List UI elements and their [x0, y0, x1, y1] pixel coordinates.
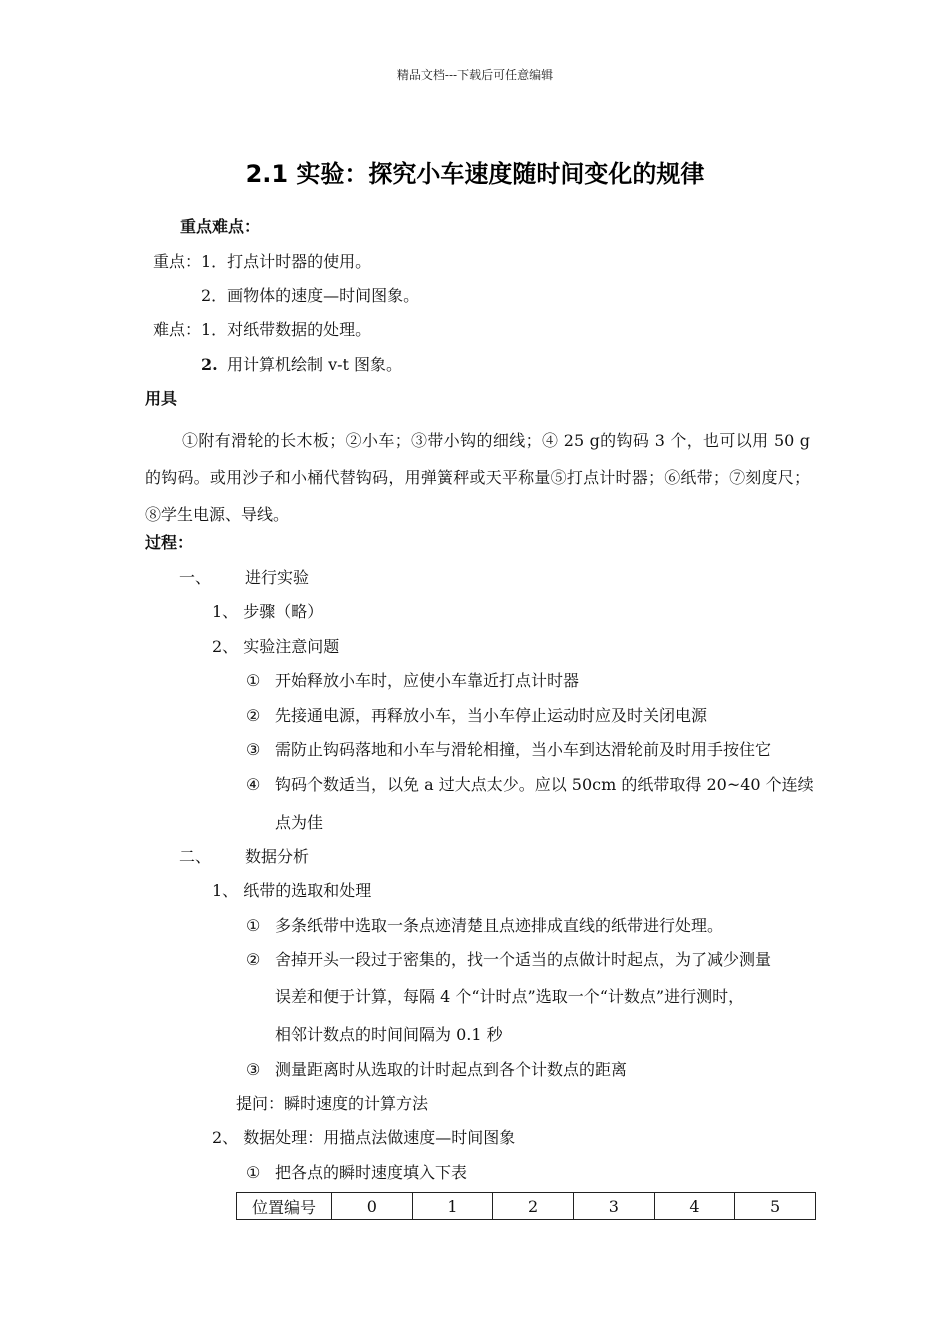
s1-note-4-marker: ④: [246, 775, 261, 794]
s2-note-2-line-3: 相邻计数点的时间间隔为 0.1 秒: [275, 1025, 503, 1044]
page-title: 2.1 实验：探究小车速度随时间变化的规律: [245, 160, 705, 188]
s2-note-3-marker: ③: [246, 1060, 261, 1079]
s2-note-3-text: 测量距离时从选取的计时起点到各个计数点的距离: [275, 1060, 628, 1079]
nandian-item-1: 1．对纸带数据的处理。: [201, 320, 372, 339]
s1-note-2-text: 先接通电源，再释放小车，当小车停止运动时应及时关闭电源: [275, 706, 708, 725]
process-heading: 过程：: [145, 533, 194, 552]
s1-note-4-continuation: 点为佳: [275, 813, 324, 832]
table-cell: 5: [735, 1193, 816, 1220]
zhongdian-item-1: 1．打点计时器的使用。: [201, 252, 372, 271]
question-line: 提问：瞬时速度的计算方法: [236, 1094, 429, 1113]
table-header-cell: 位置编号: [237, 1193, 332, 1220]
section-1-title: 进行实验: [245, 568, 310, 587]
key-points-heading: 重点难点：: [180, 217, 261, 236]
page-header: 精品文档---下载后可任意编辑: [396, 68, 554, 82]
s1-note-3-text: 需防止钩码落地和小车与滑轮相撞，当小车到达滑轮前及时用手按住它: [275, 740, 772, 759]
s1-step-item: 1、 步骤（略）: [212, 602, 324, 621]
s2-item-2-note-text: 把各点的瞬时速度填入下表: [275, 1163, 468, 1182]
zhongdian-label: 重点：: [153, 252, 202, 271]
s1-notes-item: 2、 实验注意问题: [212, 637, 340, 656]
section-2-number: 二、: [179, 847, 212, 866]
equipment-paragraph: ①附有滑轮的长木板；②小车；③带小钩的细线；④ 25 g的钩码 3 个，也可以用 50 g 的钩码。或用沙子和小桶代替钩码，用弹簧秤或天平称量⑤打点计时器；⑥纸带；⑦刻度尺；⑧学生电源、导线。: [145, 431, 810, 524]
s2-item-2: 2、 数据处理：用描点法做速度—时间图象: [212, 1128, 516, 1147]
equipment-heading: 用具: [145, 389, 178, 408]
s1-note-3-marker: ③: [246, 740, 261, 759]
s1-note-1-text: 开始释放小车时，应使小车靠近打点计时器: [275, 671, 580, 690]
nandian-label: 难点：: [153, 320, 202, 339]
table-cell: 2: [493, 1193, 574, 1220]
table-cell: 3: [573, 1193, 654, 1220]
section-1-number: 一、: [179, 568, 212, 587]
zhongdian-item-2: 2．画物体的速度—时间图象。: [201, 286, 420, 305]
s2-note-1-marker: ①: [246, 916, 261, 935]
s2-note-2-marker: ②: [246, 950, 261, 969]
table-cell: 1: [412, 1193, 493, 1220]
s2-note-1-text: 多条纸带中选取一条点迹清楚且点迹排成直线的纸带进行处理。: [275, 916, 724, 935]
s2-note-2-text: 舍掉开头一段过于密集的，找一个适当的点做计时起点，为了减少测量: [275, 950, 772, 969]
table-cell: 0: [332, 1193, 413, 1220]
s1-note-1-marker: ①: [246, 671, 261, 690]
nandian-item-2-number: 2.: [201, 355, 218, 374]
nandian-item-2-text: 用计算机绘制 v-t 图象。: [227, 355, 403, 374]
s2-item-2-note-marker: ①: [246, 1163, 261, 1182]
s1-note-4-text: 钩码个数适当，以免 a 过大点太少。应以 50cm 的纸带取得 20~40 个连续: [275, 775, 814, 794]
s2-item-1: 1、 纸带的选取和处理: [212, 881, 372, 900]
s1-note-2-marker: ②: [246, 706, 261, 725]
position-table: [236, 1192, 816, 1220]
section-2-title: 数据分析: [245, 847, 310, 866]
table-row: [237, 1193, 816, 1220]
s2-note-2-line-2: 误差和便于计算，每隔 4 个“计时点”选取一个“计数点”进行测时，: [275, 987, 745, 1006]
table-cell: 4: [654, 1193, 735, 1220]
